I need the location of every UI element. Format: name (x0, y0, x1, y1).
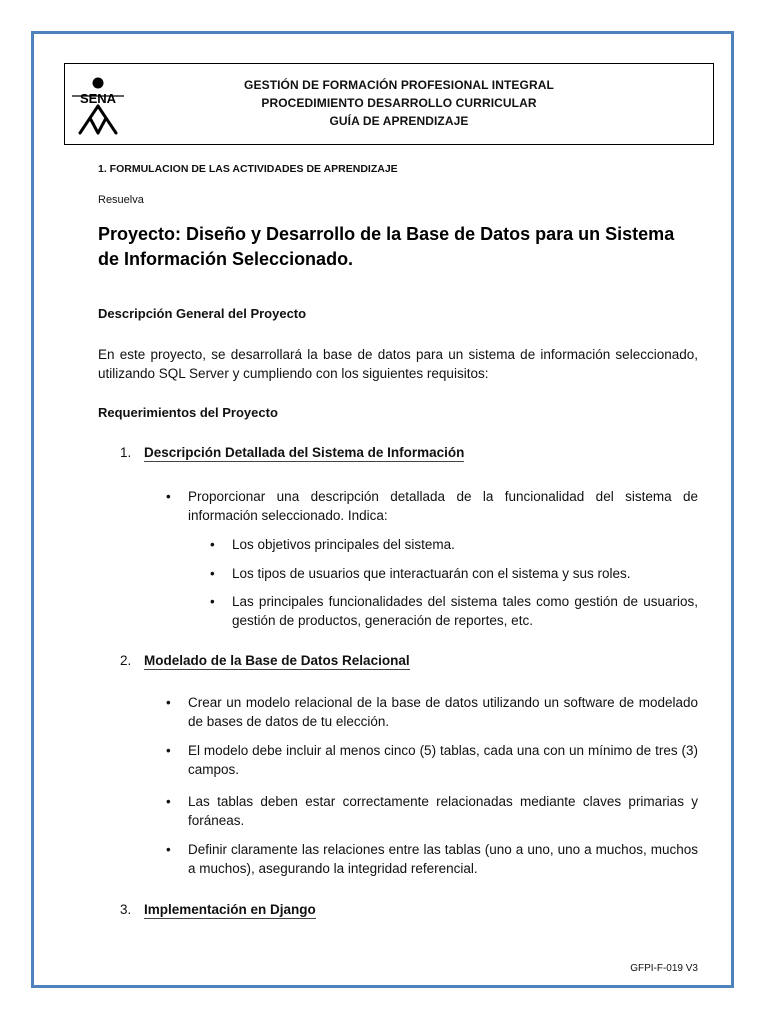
sub-bullet-item: • Los tipos de usuarios que interactuarán con el sistema y sus roles. (210, 566, 631, 581)
requirement-title: Modelado de la Base de Datos Relacional (144, 653, 410, 668)
header-line-1: GESTIÓN DE FORMACIÓN PROFESIONAL INTEGRAL (244, 78, 554, 92)
bullet-icon: • (166, 794, 171, 809)
bullet-item: • Las tablas deben estar correctamente relacionadas mediante claves primarias y foráneas. (166, 794, 698, 828)
requirement-number: 3. (120, 902, 132, 917)
project-title-line-1: Proyecto: Diseño y Desarrollo de la Base de Datos para un Sistema (98, 224, 675, 244)
requirement-3-heading (120, 902, 316, 917)
bullet-icon: • (166, 743, 171, 758)
requirement-number: 1. (120, 445, 132, 460)
bullet-icon: • (166, 695, 171, 710)
sub-bullet-item: • Las principales funcionalidades del sistema tales como gestión de usuarios, gestión de productos, generación de reportes, etc. (210, 594, 698, 628)
bullet-icon: • (210, 537, 215, 552)
requirement-title: Descripción Detallada del Sistema de Información (144, 445, 465, 460)
document-body (98, 160, 698, 272)
requirement-2-heading (120, 653, 410, 668)
bullet-item: • Definir claramente las relaciones entre las tablas (uno a uno, uno a muchos, muchos a muchos), asegurando la integridad referencial. (166, 842, 698, 876)
project-title (98, 222, 698, 272)
bullet-icon: • (166, 842, 171, 857)
project-title-line-2: de Información Seleccionado. (98, 249, 354, 269)
footer-form-code: GFPI-F-019 V3 (630, 963, 698, 974)
bullet-icon: • (210, 566, 215, 581)
bullet-item: • Proporcionar una descripción detallada de la funcionalidad del sistema de información seleccionado. Indica: (166, 489, 698, 523)
instruction-text: Resuelva (98, 194, 144, 206)
sub-bullet-item: • Los objetivos principales del sistema. (210, 537, 455, 552)
requirement-number: 2. (120, 653, 132, 668)
section-title: 1. FORMULACION DE LAS ACTIVIDADES DE APRENDIZAJE (98, 163, 398, 175)
bullet-item: • Crear un modelo relacional de la base de datos utilizando un software de modelado de bases de datos de tu elección. (166, 695, 698, 729)
bullet-icon: • (210, 594, 215, 609)
document-header (64, 63, 714, 145)
requirements-heading: Requerimientos del Proyecto (98, 405, 278, 420)
requirement-1-heading (120, 445, 464, 460)
svg-text:SENA: SENA (79, 91, 117, 106)
general-paragraph: En este proyecto, se desarrollará la base de datos para un sistema de información seleccionado, utilizando SQL Server y cumpliendo con los siguientes requisitos: (98, 347, 698, 381)
general-heading: Descripción General del Proyecto (98, 306, 307, 321)
header-line-3: GUÍA DE APRENDIZAJE (329, 114, 469, 128)
bullet-item: • El modelo debe incluir al menos cinco (5) tablas, cada una con un mínimo de tres (3) campos. (166, 743, 698, 777)
requirement-title: Implementación en Django (144, 902, 316, 917)
bullet-icon: • (166, 489, 171, 504)
header-line-2: PROCEDIMIENTO DESARROLLO CURRICULAR (261, 96, 537, 110)
